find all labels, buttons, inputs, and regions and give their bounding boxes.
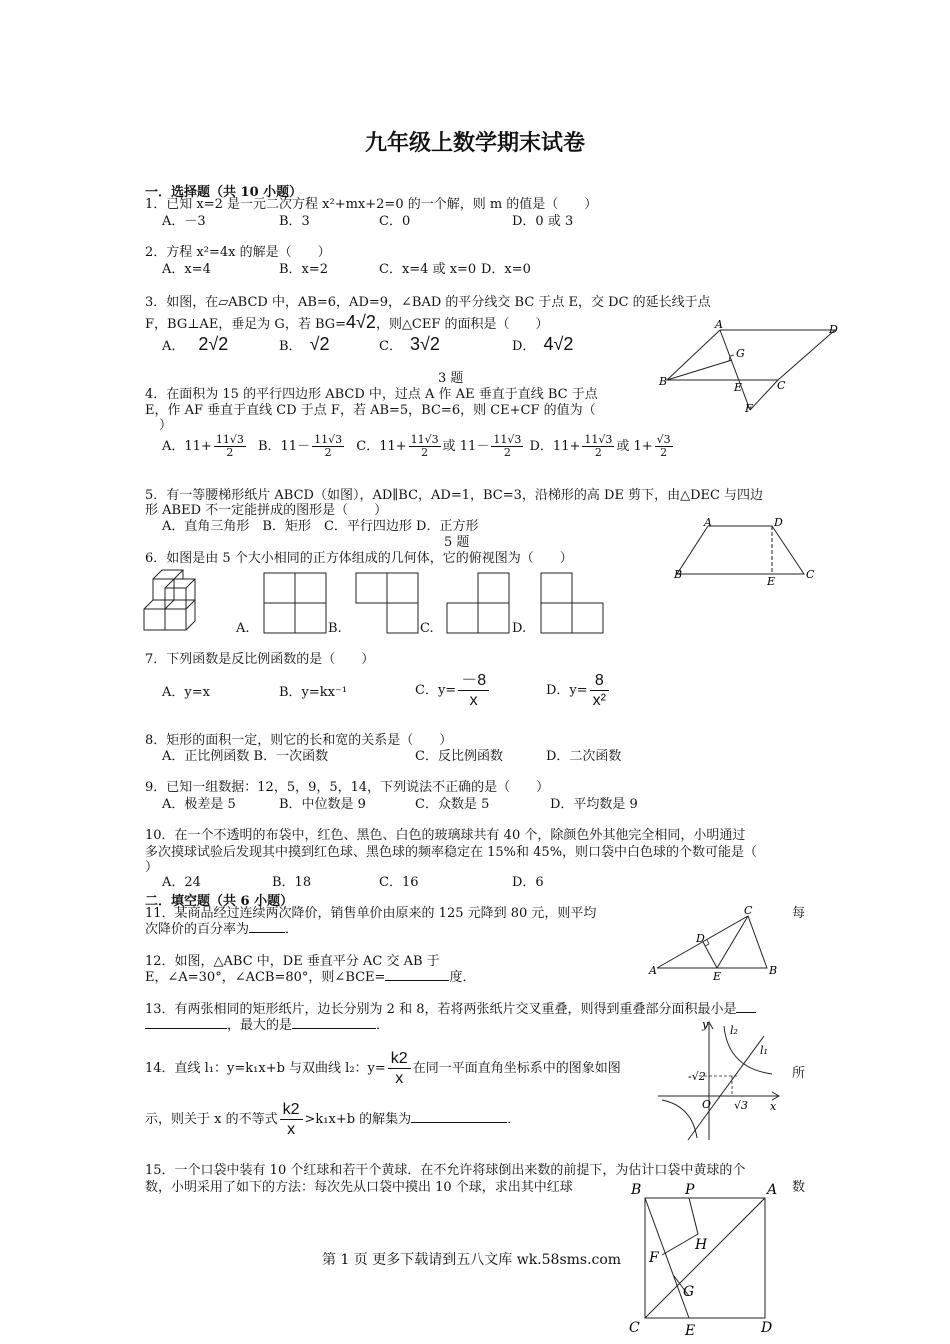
q5-options: A．直角三角形 B．矩形 C．平行四边形 D．正方形: [162, 519, 479, 534]
q12-triangle-figure: [645, 904, 785, 983]
section-fill-heading: 二．填空题（共 6 小题）: [145, 894, 294, 909]
q6-cube-solid: [143, 567, 208, 635]
q5-caption: 5 题: [444, 535, 470, 550]
q2-stem: 2．方程 x²=4x 的解是（ ）: [145, 245, 331, 260]
q2-option-d: D．x=0: [481, 262, 531, 277]
q3-label-b: B: [659, 375, 668, 388]
q5-label-a: A: [704, 516, 712, 529]
q14-line1: 14．直线 l₁：y=k₁x+b 与双曲线 l₂：y= $\frac{k2}{x}$ 在同一平面直角坐标系中的图象如图: [145, 1050, 621, 1087]
q1-stem: 1．已知 x=2 是一元二次方程 x²+mx+2=0 的一个解，则 m 的值是（ ）: [145, 197, 598, 212]
q11-answer-blank[interactable]: [249, 932, 285, 933]
q9-stem: 9．已知一组数据：12，5，9，5，14，下列说法不正确的是（ ）: [145, 780, 550, 795]
q15-square-figure: [625, 1180, 785, 1340]
q9-option-a: A．极差是 5: [162, 797, 236, 812]
q3-parallelogram-figure: [655, 318, 845, 418]
q3-line2: F，BG⊥AE，垂足为 G，若 BG=4√2，则△CEF 的面积是（ ）: [145, 312, 549, 332]
q12-line1: 12．如图，△ABC 中，DE 垂直平分 AC 交 AB 于: [145, 954, 440, 969]
q3-bg-value: 4√2: [346, 312, 376, 332]
q3-label-d: D: [829, 323, 838, 336]
section-choice-heading: 一．选择题（共 10 小题）: [145, 185, 303, 200]
q10-option-b: B．18: [272, 875, 312, 890]
q4-line1: 4．在面积为 15 的平行四边形 ABCD 中，过点 A 作 AE 垂直于直线 BC 于点: [145, 387, 598, 402]
q8-option-d: D．二次函数: [546, 749, 622, 764]
q10-line1: 10．在一个不透明的布袋中，红色、黑色、白色的玻璃球共有 40 个，除颜色外其他完全相同，小明通过: [145, 828, 746, 843]
q3-option-c: C． 3√2: [379, 334, 440, 354]
q6-option-a-view: [263, 572, 328, 634]
q6-option-b: B.: [328, 621, 342, 636]
q14-label-l1: l₁: [760, 1044, 768, 1057]
q5-trapezoid-figure: [670, 514, 820, 589]
q10-option-c: C．16: [379, 875, 419, 890]
q11-line1-end: 每: [792, 906, 806, 921]
q6-stem: 6．如图是由 5 个大小相同的正方体组成的几何体，它的俯视图为（ ）: [145, 551, 573, 566]
q14-line2: 示，则关于 x 的不等式 $\frac{k2}{x}$ >k₁x+b 的解集为 ．: [145, 1101, 521, 1138]
q7-option-b: B．y=kx⁻¹: [279, 685, 348, 700]
q5-label-e: E: [767, 575, 776, 588]
q15-label-c: C: [629, 1320, 640, 1336]
q8-option-c: C．反比例函数: [415, 749, 503, 764]
q12-label-d: D: [696, 932, 705, 945]
q10-option-d: D．6: [512, 875, 544, 890]
q12-label-c: C: [744, 904, 753, 917]
q14-line1-end: 所: [792, 1066, 806, 1081]
q8-stem: 8．矩形的面积一定，则它的长和宽的关系是（ ）: [145, 733, 453, 748]
q7-option-a: A．y=x: [162, 685, 210, 700]
q7-option-c: C．y= $\frac{-8}{x}$: [415, 671, 491, 710]
q3-line1: 3．如图，在▱ABCD 中，AB=6，AD=9，∠BAD 的平分线交 BC 于点 E，交 DC 的延长线于点: [145, 295, 711, 310]
q15-label-p: P: [685, 1182, 695, 1198]
q6-option-c: C.: [420, 621, 434, 636]
q5-line1: 5．有一等腰梯形纸片 ABCD（如图），AD∥BC，AD=1，BC=3，沿梯形的高 DE 剪下，由△DEC 与四边: [145, 488, 764, 503]
q6-option-a: A.: [236, 621, 250, 636]
q6-option-b-view: [355, 572, 420, 634]
q14-label-o: O: [702, 1098, 712, 1111]
q14-label-l2: l₂: [730, 1024, 738, 1037]
q4-option-b: B．11－ $\frac{11√3}{2}$: [257, 433, 343, 459]
q4-line2: E，作 AF 垂直于直线 CD 于点 F，若 AB=5，BC=6，则 CE+CF 的值为（: [145, 403, 596, 418]
q11-line2: 次降价的百分率为 ．: [145, 922, 299, 937]
q15-label-a: A: [767, 1182, 778, 1198]
q3-label-f: F: [745, 402, 753, 415]
q3-caption: 3 题: [438, 371, 464, 386]
q1-option-b: B．3: [279, 214, 310, 229]
q12-label-b: B: [769, 964, 778, 977]
q3-label-e: E: [734, 381, 743, 394]
q6-option-d: D.: [512, 621, 527, 636]
q10-option-a: A．24: [162, 875, 201, 890]
q13-min-blank-start[interactable]: [736, 1012, 756, 1013]
q4-options: [162, 434, 675, 459]
q15-line2: 数，小明采用了如下的方法：每次先从口袋中摸出 10 个球，求出其中红球: [145, 1180, 573, 1195]
q5-line2: 形 ABED 不一定能拼成的图形是（ ）: [145, 503, 388, 518]
q13-line1: 13．有两张相同的矩形纸片，边长分别为 2 和 8，若将两张纸片交叉重叠，则得到重叠部分面积最小是: [145, 1002, 756, 1018]
q9-option-b: B．中位数是 9: [279, 797, 366, 812]
q5-label-b: B: [674, 568, 683, 581]
q1-option-a: A．－3: [162, 214, 206, 229]
q4-option-c: C．11+ $\frac{11√3}{2}$ 或 11－ $\frac{11√3}{2}$: [356, 433, 522, 459]
q1-option-d: D．0 或 3: [512, 214, 574, 229]
q12-line2: E，∠A=30°，∠ACB=80°，则∠BCE= 度．: [145, 970, 476, 985]
page-title: 九年级上数学期末试卷: [364, 130, 585, 156]
q15-label-d: D: [761, 1320, 773, 1336]
q9-option-d: D．平均数是 9: [550, 797, 638, 812]
q15-label-g: G: [683, 1284, 695, 1300]
q15-line1: 15．一个口袋中装有 10 个红球和若干个黄球．在不允许将球倒出来数的前提下，为估计口袋中黄球的个: [145, 1163, 746, 1178]
q11-line1: 11．某商品经过连续两次降价，销售单价由原来的 125 元降到 80 元，则平均: [145, 906, 597, 921]
q6-option-c-view: [446, 572, 511, 634]
q14-graph-figure: [652, 1018, 787, 1143]
q14-label-y: y: [702, 1018, 709, 1031]
q2-option-c: C．x=4 或 x=0: [379, 262, 477, 277]
q15-label-h: H: [695, 1237, 708, 1253]
q3-label-c: C: [777, 379, 786, 392]
q15-label-e: E: [685, 1323, 696, 1339]
q7-stem: 7．下列函数是反比例函数的是（ ）: [145, 652, 375, 667]
q4-line3: ）: [159, 418, 173, 433]
q3-label-g: G: [736, 347, 745, 360]
q15-label-f: F: [649, 1250, 659, 1266]
q1-option-c: C．0: [379, 214, 411, 229]
q3-label-a: A: [715, 318, 723, 331]
q15-label-b: B: [631, 1182, 642, 1198]
q3-option-a: A． 2√2: [162, 334, 229, 354]
q14-answer-blank[interactable]: [411, 1122, 507, 1123]
q9-option-c: C．众数是 5: [415, 797, 490, 812]
q3-option-b: B． √2: [279, 334, 330, 354]
q14-label-neg-root2: -√2: [688, 1070, 706, 1083]
q10-line2: 多次摸球试验后发现其中摸到红色球、黑色球的频率稳定在 15%和 45%，则口袋中白色球的个数可能是（: [145, 845, 758, 860]
q12-answer-blank[interactable]: [385, 980, 449, 981]
q13-max-blank[interactable]: [292, 1028, 376, 1029]
q12-label-e: E: [713, 970, 722, 983]
q8-option-ab: A．正比例函数 B．一次函数: [162, 749, 329, 764]
q5-label-d: D: [774, 516, 783, 529]
q14-label-x: x: [770, 1100, 777, 1113]
q4-option-d: D．11+ $\frac{11√3}{2}$ 或 1+ $\frac{√3}{2}$: [529, 433, 671, 459]
q15-line2-end: 数: [792, 1180, 806, 1195]
q2-option-a: A．x=4: [162, 262, 211, 277]
q12-label-a: A: [649, 964, 657, 977]
page-footer: 第 1 页 更多下载请到五八文库 wk.58sms.com: [322, 1252, 622, 1268]
q2-option-b: B．x=2: [279, 262, 329, 277]
q5-label-c: C: [806, 568, 815, 581]
q10-line3: ）: [145, 860, 159, 875]
q3-option-d: D． 4√2: [512, 334, 574, 354]
q13-line2: ，最大的是 ．: [145, 1018, 389, 1034]
q13-min-blank[interactable]: [145, 1028, 227, 1029]
q4-option-a: A．11+ $\frac{11√3}{2}$: [162, 433, 244, 459]
q7-option-d: D．y= $\frac{8}{\text{x²}}$: [546, 671, 611, 710]
q6-option-d-view: [540, 572, 605, 634]
q14-label-root3: √3: [734, 1099, 749, 1112]
